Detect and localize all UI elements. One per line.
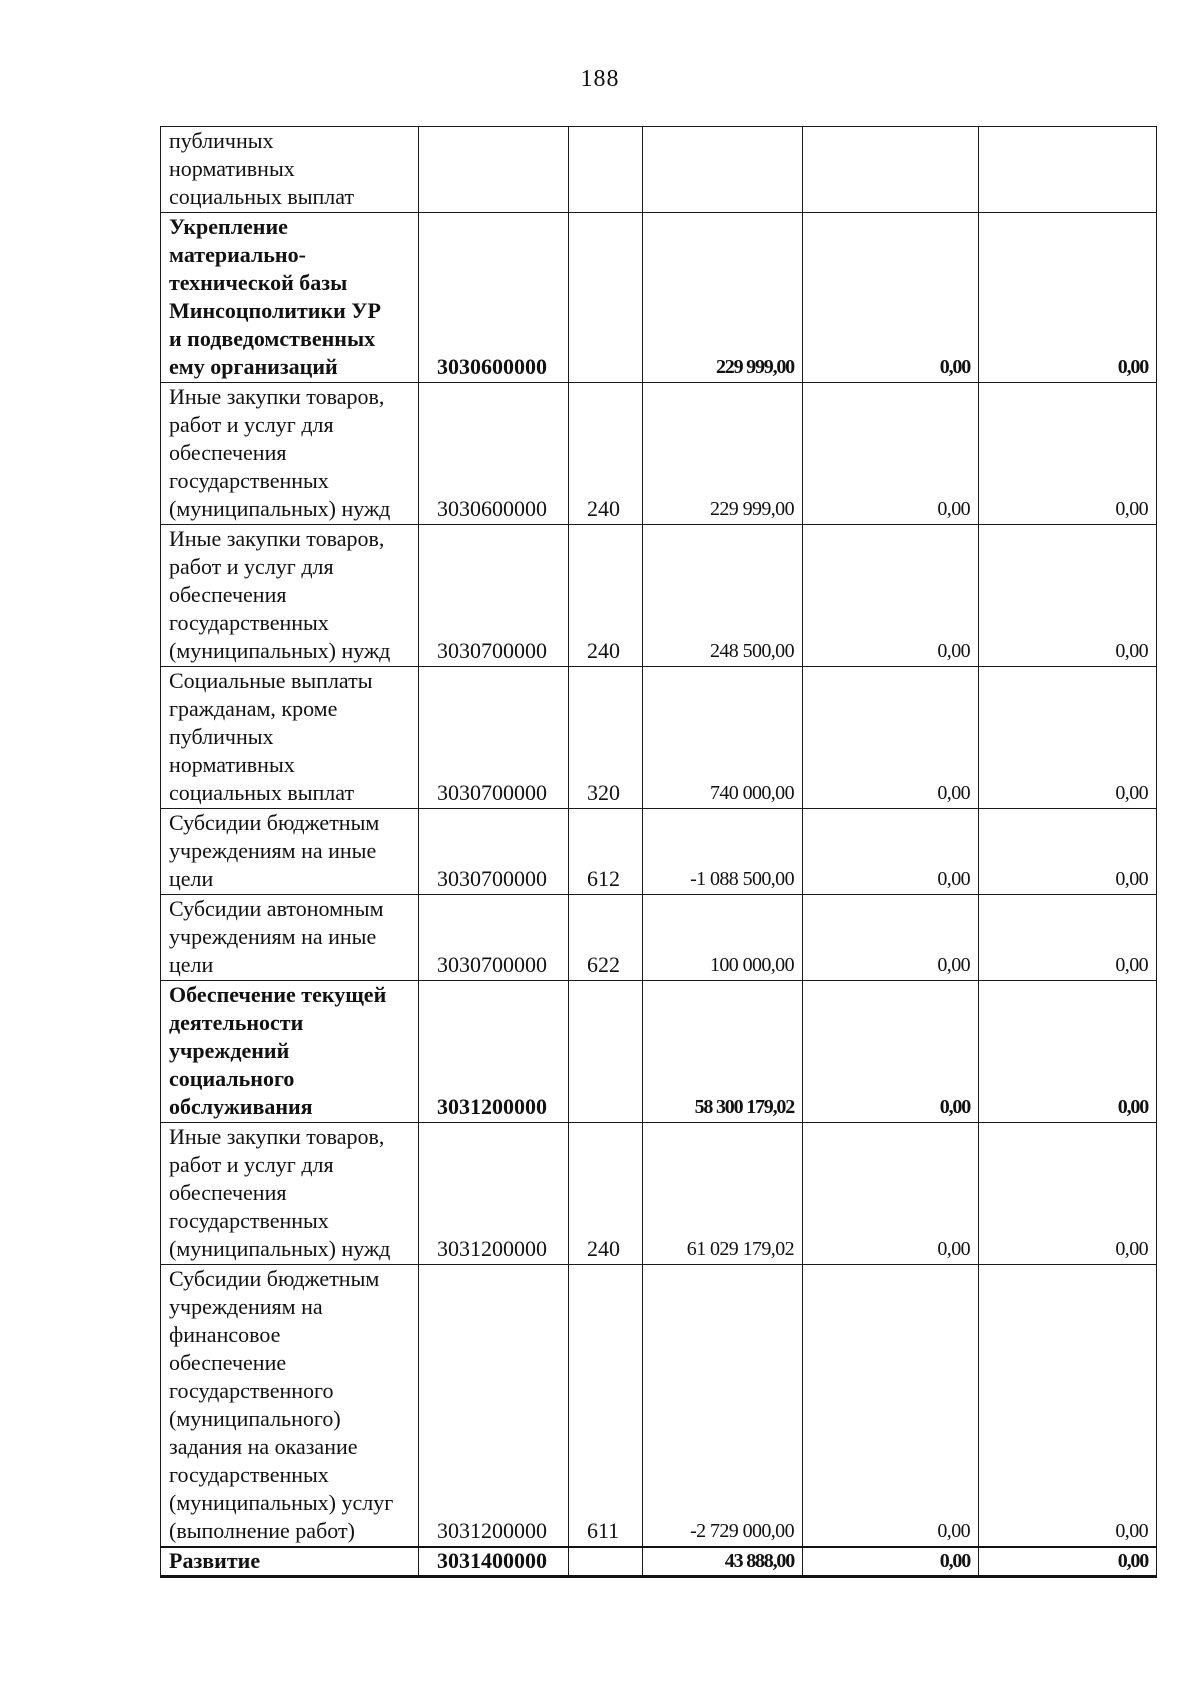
row-sum-3: 0,00 [979,525,1157,667]
row-expense-type: 612 [569,809,643,895]
row-name: публичных нормативных социальных выплат [161,127,419,213]
table-row [161,383,1157,525]
row-name: Социальные выплаты гражданам, кроме публичных нормативных социальных выплат [161,667,419,809]
row-sum-3: 0,00 [979,383,1157,525]
row-sum-3: 0,00 [979,213,1157,383]
row-sum-2: 0,00 [803,213,979,383]
row-sum-2: 0,00 [803,1123,979,1265]
row-sum-3: 0,00 [979,981,1157,1123]
row-sum-1: 43 888,00 [643,1547,803,1577]
row-code [419,127,569,213]
row-sum-1: 229 999,00 [643,213,803,383]
row-sum-2 [803,127,979,213]
page-number: 188 [580,66,620,92]
row-sum-3: 0,00 [979,1547,1157,1577]
row-sum-1 [643,127,803,213]
row-sum-2: 0,00 [803,1265,979,1548]
row-expense-type: 240 [569,383,643,525]
row-name: Иные закупки товаров, работ и услуг для обеспечения государственных (муниципальных) нужд [161,1123,419,1265]
row-name: Субсидии бюджетным учреждениям на финансовое обеспечение государственного (муниципального) задания на оказание государственных (муниципальных) услуг (выполнение работ) [161,1265,419,1548]
row-name: Иные закупки товаров, работ и услуг для обеспечения государственных (муниципальных) нужд [161,383,419,525]
row-sum-1: 229 999,00 [643,383,803,525]
row-sum-1: -1 088 500,00 [643,809,803,895]
table-row [161,1547,1157,1577]
table-row [161,1265,1157,1548]
row-name: Укрепление материально- технической базы Минсоцполитики УР и подведомственных ему организаций [161,213,419,383]
row-code: 3031400000 [419,1547,569,1577]
row-code: 3031200000 [419,1123,569,1265]
row-expense-type [569,213,643,383]
row-expense-type: 320 [569,667,643,809]
row-sum-1: 61 029 179,02 [643,1123,803,1265]
table-row [161,809,1157,895]
budget-table [160,126,1157,1578]
row-sum-1: 740 000,00 [643,667,803,809]
row-expense-type [569,127,643,213]
table-row [161,1123,1157,1265]
row-sum-2: 0,00 [803,1547,979,1577]
row-sum-2: 0,00 [803,895,979,981]
row-sum-3: 0,00 [979,809,1157,895]
row-sum-2: 0,00 [803,809,979,895]
row-sum-2: 0,00 [803,383,979,525]
row-expense-type [569,1547,643,1577]
row-code: 3030600000 [419,383,569,525]
row-code: 3030700000 [419,895,569,981]
row-name: Субсидии автономным учреждениям на иные цели [161,895,419,981]
row-sum-1: 248 500,00 [643,525,803,667]
table-row [161,895,1157,981]
row-name: Обеспечение текущей деятельности учреждений социального обслуживания [161,981,419,1123]
table-row [161,525,1157,667]
row-sum-3 [979,127,1157,213]
row-name: Иные закупки товаров, работ и услуг для обеспечения государственных (муниципальных) нужд [161,525,419,667]
row-expense-type: 611 [569,1265,643,1548]
row-expense-type: 240 [569,1123,643,1265]
table-row [161,981,1157,1123]
row-sum-1: -2 729 000,00 [643,1265,803,1548]
row-sum-3: 0,00 [979,1265,1157,1548]
row-code: 3031200000 [419,981,569,1123]
row-expense-type: 622 [569,895,643,981]
row-sum-1: 58 300 179,02 [643,981,803,1123]
row-sum-2: 0,00 [803,981,979,1123]
row-code: 3030600000 [419,213,569,383]
row-sum-2: 0,00 [803,525,979,667]
row-sum-3: 0,00 [979,667,1157,809]
table-row [161,127,1157,213]
row-code: 3030700000 [419,809,569,895]
row-name: Развитие [161,1547,419,1577]
row-sum-3: 0,00 [979,1123,1157,1265]
row-sum-2: 0,00 [803,667,979,809]
table-row [161,667,1157,809]
row-code: 3030700000 [419,525,569,667]
row-expense-type [569,981,643,1123]
row-code: 3031200000 [419,1265,569,1548]
row-code: 3030700000 [419,667,569,809]
row-name: Субсидии бюджетным учреждениям на иные цели [161,809,419,895]
row-sum-1: 100 000,00 [643,895,803,981]
row-expense-type: 240 [569,525,643,667]
row-sum-3: 0,00 [979,895,1157,981]
table-row [161,213,1157,383]
